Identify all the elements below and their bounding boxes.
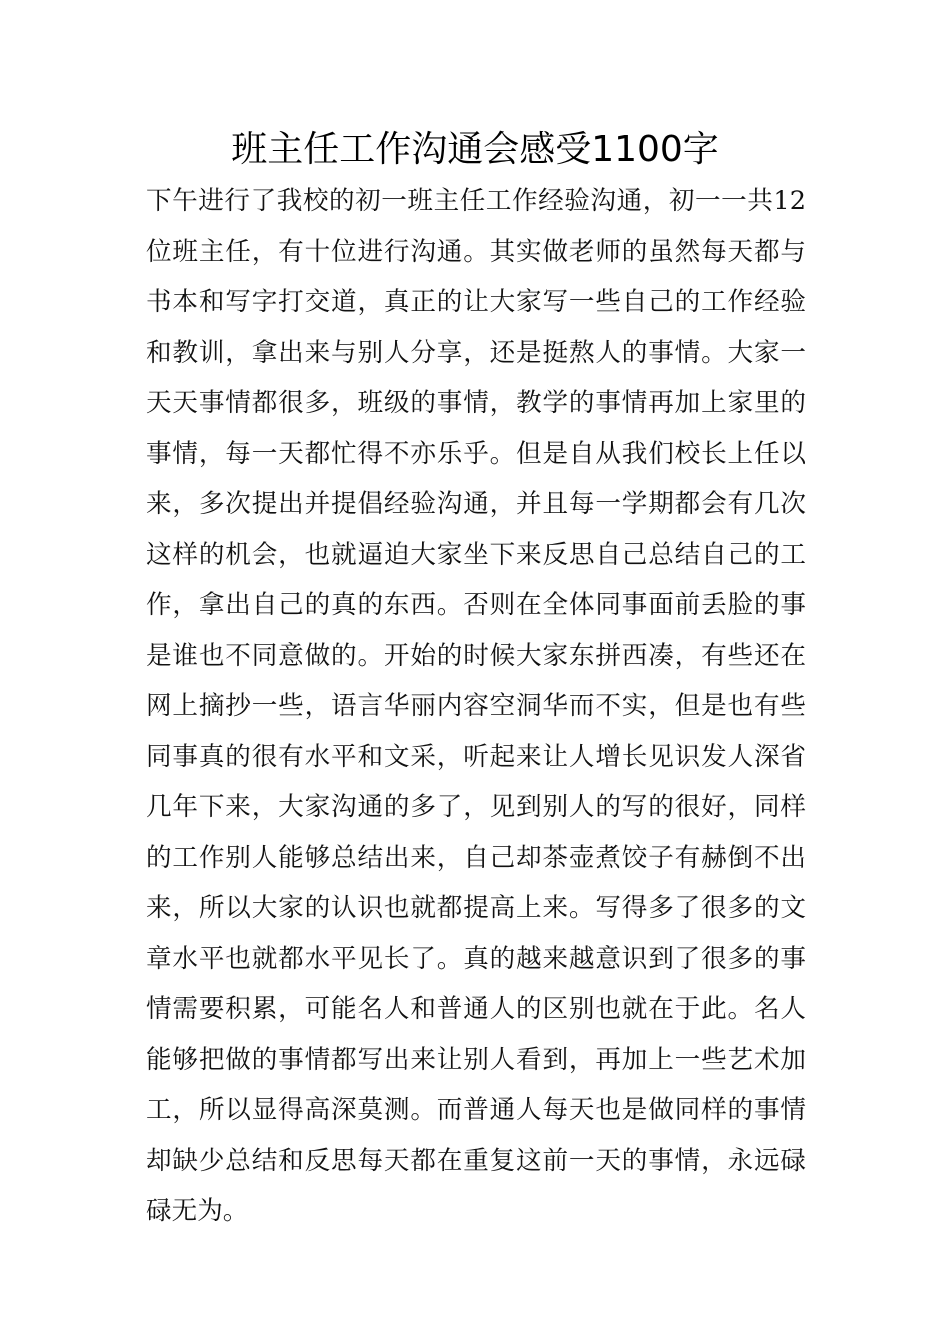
body-line: 来，所以大家的认识也就都提高上来。写得多了很多的文 [146,893,806,923]
body-line: 天天事情都很多，班级的事情，教学的事情再加上家里的 [146,388,806,418]
body-line: 能够把做的事情都写出来让别人看到，再加上一些艺术加 [146,1044,806,1075]
body-line: 章水平也就都水平见长了。真的越来越意识到了很多的事 [146,943,806,974]
body-line: 是谁也不同意做的。开始的时候大家东拼西凑，有些还在 [146,640,806,671]
body-line: 情需要积累，可能名人和普通人的区别也就在于此。名人 [146,994,806,1024]
body-line: 和教训，拿出来与别人分享，还是挺熬人的事情。大家一 [146,337,806,368]
body-line: 几年下来，大家沟通的多了，见到别人的写的很好，同样 [146,792,806,822]
body-line: 网上摘抄一些，语言华丽内容空洞华而不实，但是也有些 [146,691,806,721]
body-line: 的工作别人能够总结出来，自己却茶壶煮饺子有赫倒不出 [146,842,806,873]
body-line: 位班主任，有十位进行沟通。其实做老师的虽然每天都与 [146,236,806,267]
body-line: 这样的机会，也就逼迫大家坐下来反思自己总结自己的工 [146,539,806,570]
body-line: 却缺少总结和反思每天都在重复这前一天的事情，永远碌 [146,1145,806,1176]
body-line: 书本和写字打交道，真正的让大家写一些自己的工作经验 [146,287,806,317]
body-line: 事情，每一天都忙得不亦乐乎。但是自从我们校长上任以 [146,438,806,469]
body-line: 来，多次提出并提倡经验沟通，并且每一学期都会有几次 [146,489,806,519]
document-title: 班主任工作沟通会感受1100字 [231,129,719,170]
body-line: 碌无为。 [146,1196,249,1226]
body-line: 作，拿出自己的真的东西。否则在全体同事面前丢脸的事 [146,590,806,620]
body-line: 下午进行了我校的初一班主任工作经验沟通，初一一共12 [146,186,806,216]
body-line: 同事真的很有水平和文采，听起来让人增长见识发人深省 [146,741,806,772]
document-body [146,176,806,1237]
body-line: 工，所以显得高深莫测。而普通人每天也是做同样的事情 [146,1095,806,1125]
